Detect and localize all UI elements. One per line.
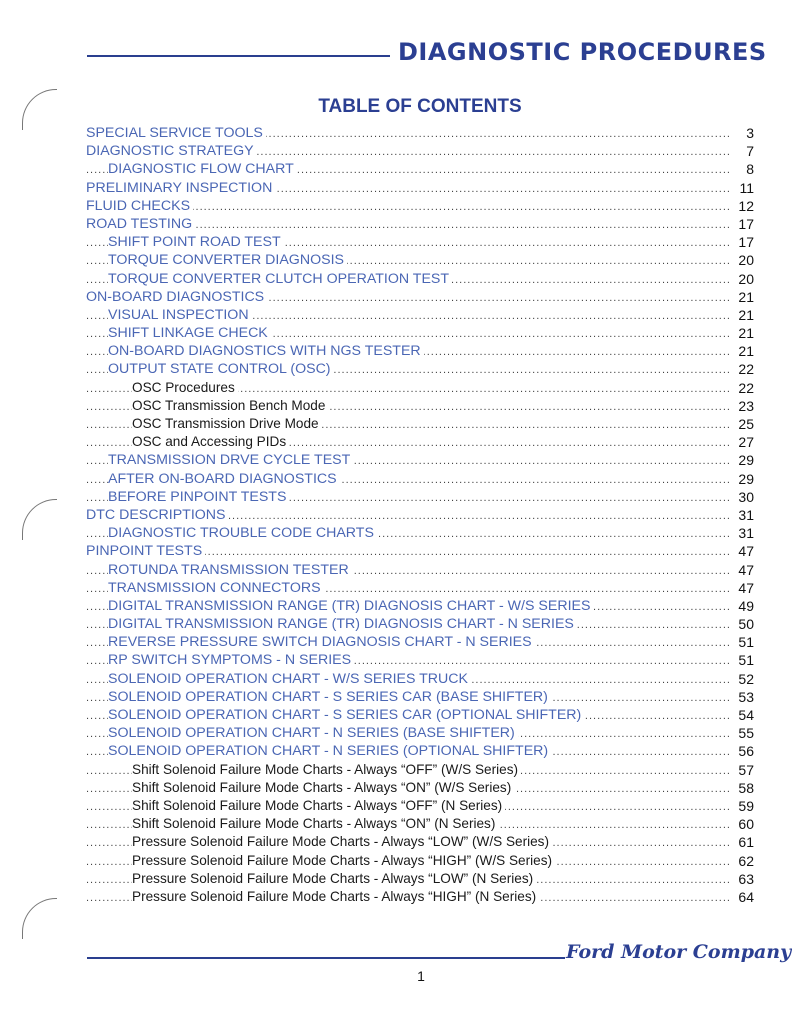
toc-entry-page: 30 [730,488,754,506]
toc-entry-label: Shift Solenoid Failure Mode Charts - Always “OFF” (W/S Series) [132,762,521,777]
section-title: DIAGNOSTIC PROCEDURES [398,38,767,66]
toc-entry [86,451,754,469]
toc-entry-page: 27 [730,433,754,451]
toc-entry-label: DIAGNOSTIC STRATEGY [86,143,257,159]
toc-entry-label: SOLENOID OPERATION CHART - N SERIES (BASE SHIFTER) [108,725,518,741]
toc-entry-label: SOLENOID OPERATION CHART - S SERIES CAR (BASE SHIFTER) [108,689,551,705]
toc-entry [86,761,754,779]
toc-entry [86,488,754,506]
toc-entry-page: 20 [730,251,754,269]
toc-entry [86,215,754,233]
toc-entry-label: SOLENOID OPERATION CHART - N SERIES (OPTIONAL SHIFTER) [108,743,551,759]
toc-entry-page: 51 [730,633,754,651]
toc-entry-page: 21 [730,342,754,360]
toc-entry-page: 22 [730,360,754,378]
toc-entry [86,397,754,415]
toc-entry [86,688,754,706]
binder-hole-mark [22,898,57,939]
toc-entry-label: SOLENOID OPERATION CHART - S SERIES CAR (OPTIONAL SHIFTER) [108,707,584,723]
toc-entry-label: Pressure Solenoid Failure Mode Charts - Always “HIGH” (N Series) [132,889,539,904]
toc-entry-label: TRANSMISSION CONNECTORS [108,580,324,596]
toc-entry [86,797,754,815]
toc-entry [86,633,754,651]
toc-entry-label: OSC and Accessing PIDs [132,434,289,449]
toc-entry-label: RP SWITCH SYMPTOMS - N SERIES [108,652,354,668]
toc-entry-label: Pressure Solenoid Failure Mode Charts - Always “LOW” (W/S Series) [132,834,552,849]
binder-hole-mark [22,499,57,540]
toc-entry [86,233,754,251]
toc-entry [86,870,754,888]
toc-entry-label: OUTPUT STATE CONTROL (OSC) [108,361,334,377]
toc-entry-page: 20 [730,270,754,288]
toc-entry-label: Pressure Solenoid Failure Mode Charts - Always “HIGH” (W/S Series) [132,853,555,868]
toc-entry-page: 56 [730,742,754,760]
toc-entry [86,506,754,524]
toc-entry-label: DTC DESCRIPTIONS [86,507,229,523]
toc-entry-page: 31 [730,524,754,542]
toc-entry [86,124,754,142]
toc-entry [86,306,754,324]
toc-entry-page: 7 [730,142,754,160]
toc-entry [86,360,754,378]
toc-entry-label: FLUID CHECKS [86,198,193,214]
toc-entry-label: SHIFT POINT ROAD TEST [108,234,284,250]
toc-entry-page: 49 [730,597,754,615]
toc-entry [86,379,754,397]
toc-entry [86,651,754,669]
toc-entry-page: 17 [730,215,754,233]
toc-entry-label: SPECIAL SERVICE TOOLS [86,125,266,141]
toc-entry-page: 21 [730,324,754,342]
toc-entry-label: ON-BOARD DIAGNOSTICS [86,289,267,305]
toc-entry [86,815,754,833]
toc-entry-page: 21 [730,288,754,306]
toc-entry [86,342,754,360]
toc-entry [86,706,754,724]
toc-entry [86,542,754,560]
toc-entry [86,779,754,797]
toc-entry-label: ROTUNDA TRANSMISSION TESTER [108,562,352,578]
toc-entry-label: Pressure Solenoid Failure Mode Charts - Always “LOW” (N Series) [132,871,536,886]
toc-entry-label: Shift Solenoid Failure Mode Charts - Always “ON” (N Series) [132,816,498,831]
toc-entry-label: OSC Transmission Drive Mode [132,416,322,431]
toc-entry [86,888,754,906]
toc-entry-page: 22 [730,379,754,397]
toc-entry-page: 55 [730,724,754,742]
toc-entry [86,160,754,178]
toc-entry-page: 29 [730,451,754,469]
toc-entry-page: 50 [730,615,754,633]
toc-entry-label: TRANSMISSION DRVE CYCLE TEST [108,452,353,468]
toc-entry-page: 52 [730,670,754,688]
toc-entry-page: 31 [730,506,754,524]
toc-entry [86,670,754,688]
toc-entry-page: 8 [730,160,754,178]
toc-entry-label: REVERSE PRESSURE SWITCH DIAGNOSIS CHART - N SERIES [108,634,535,650]
toc-entry-page: 60 [730,815,754,833]
toc-entry-label: BEFORE PINPOINT TESTS [108,489,289,505]
toc-entry-page: 59 [730,797,754,815]
toc-entry-page: 63 [730,870,754,888]
toc-entry-label: DIAGNOSTIC TROUBLE CODE CHARTS [108,525,377,541]
toc-entry-label: PINPOINT TESTS [86,543,205,559]
toc-entry-label: OSC Transmission Bench Mode [132,398,328,413]
toc-entry [86,579,754,597]
toc-entry [86,724,754,742]
toc-entry-label: DIGITAL TRANSMISSION RANGE (TR) DIAGNOSIS CHART - N SERIES [108,616,577,632]
toc-entry [86,415,754,433]
toc-entry-page: 25 [730,415,754,433]
toc-entry [86,742,754,760]
toc-entry-page: 23 [730,397,754,415]
toc-entry [86,142,754,160]
table-of-contents [86,124,754,906]
toc-entry-label: SOLENOID OPERATION CHART - W/S SERIES TRUCK [108,671,471,687]
toc-entry [86,833,754,851]
toc-entry-page: 57 [730,761,754,779]
toc-entry-label: DIAGNOSTIC FLOW CHART [108,161,297,177]
toc-entry [86,470,754,488]
toc-entry-label: AFTER ON-BOARD DIAGNOSTICS [108,471,340,487]
toc-entry-label: ON-BOARD DIAGNOSTICS WITH NGS TESTER [108,343,424,359]
toc-entry-page: 47 [730,561,754,579]
toc-entry-label: SHIFT LINKAGE CHECK [108,325,271,341]
toc-entry [86,433,754,451]
toc-entry [86,288,754,306]
toc-entry-label: Shift Solenoid Failure Mode Charts - Always “OFF” (N Series) [132,798,505,813]
toc-entry-page: 21 [730,306,754,324]
toc-entry-page: 29 [730,470,754,488]
toc-entry-page: 58 [730,779,754,797]
toc-entry [86,197,754,215]
toc-entry-page: 62 [730,852,754,870]
toc-entry-page: 17 [730,233,754,251]
toc-entry-label: DIGITAL TRANSMISSION RANGE (TR) DIAGNOSIS CHART - W/S SERIES [108,598,593,614]
toc-entry [86,270,754,288]
toc-entry-page: 47 [730,542,754,560]
toc-entry-page: 53 [730,688,754,706]
toc-entry-label: PRELIMINARY INSPECTION [86,180,275,196]
toc-entry-label: OSC Procedures [132,380,238,395]
toc-entry-label: TORQUE CONVERTER DIAGNOSIS [108,252,347,268]
toc-entry [86,561,754,579]
toc-entry-page: 64 [730,888,754,906]
toc-entry-page: 51 [730,651,754,669]
toc-entry [86,597,754,615]
toc-entry [86,179,754,197]
toc-entry-label: TORQUE CONVERTER CLUTCH OPERATION TEST [108,271,452,287]
footer-rule [87,957,565,959]
ford-logo: Ford Motor Company [566,941,792,963]
toc-entry-page: 12 [730,197,754,215]
toc-entry [86,852,754,870]
toc-entry [86,615,754,633]
toc-entry-page: 47 [730,579,754,597]
toc-entry-page: 11 [730,179,754,197]
page-number: 1 [417,968,425,984]
toc-entry [86,524,754,542]
toc-entry-label: VISUAL INSPECTION [108,307,252,323]
toc-entry-page: 54 [730,706,754,724]
header-rule [87,55,390,57]
toc-heading: TABLE OF CONTENTS [318,96,522,117]
toc-entry-label: ROAD TESTING [86,216,195,232]
toc-entry-label: Shift Solenoid Failure Mode Charts - Always “ON” (W/S Series) [132,780,514,795]
toc-entry-page: 61 [730,833,754,851]
toc-entry [86,251,754,269]
toc-entry [86,324,754,342]
toc-entry-page: 3 [730,124,754,142]
